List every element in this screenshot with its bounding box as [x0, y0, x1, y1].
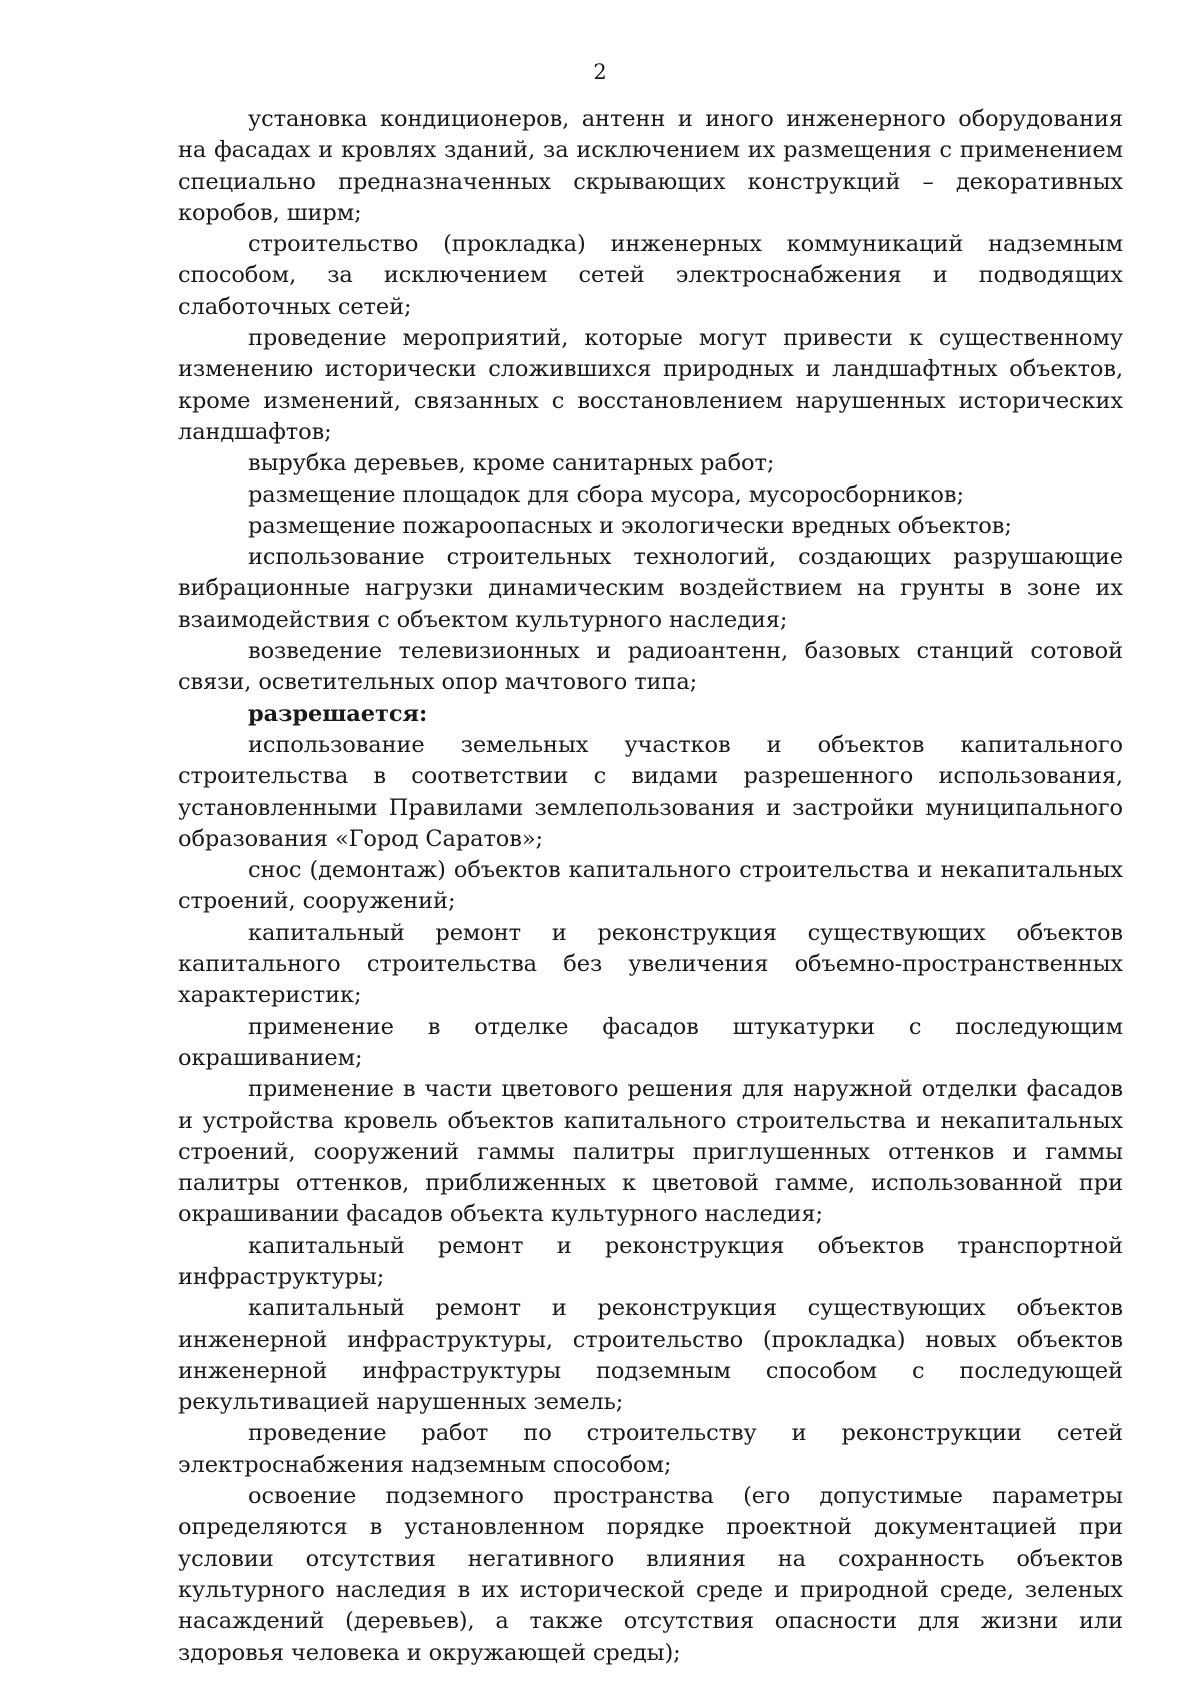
- paragraph-prohibited-overhead-utilities: строительство (прокладка) инженерных коммуникаций надземным способом, за исключением сетей электроснабжения и подводящих слаботочных сетей;: [178, 231, 1123, 320]
- paragraph-permitted-repair: капитальный ремонт и реконструкция существующих объектов капитального строительства без увеличения объемно-пространственных характеристик;: [178, 919, 1123, 1009]
- paragraph-permitted-land-use: использование земельных участков и объектов капитального строительства в соответствии с видами разрешенного использования, установленными Правилами землепользования и застройки муниципального образования «Город Саратов»;: [178, 731, 1123, 852]
- paragraph-prohibited-vibration-technologies: использование строительных технологий, создающих разрушающие вибрационные нагрузки динамическим воздействием на грунты в зоне их взаимодействия с объектом культурного наследия;: [178, 544, 1123, 633]
- section-heading-permitted: разрешается:: [248, 700, 428, 727]
- paragraph-permitted-transport-infrastructure: капитальный ремонт и реконструкция объектов транспортной инфраструктуры;: [178, 1232, 1123, 1290]
- document-body: [178, 104, 1123, 1669]
- paragraph-prohibited-hazardous-objects: размещение пожароопасных и экологически вредных объектов;: [248, 512, 1012, 539]
- paragraph-permitted-demolition: снос (демонтаж) объектов капитального строительства и некапитальных строений, сооружений;: [178, 857, 1123, 915]
- paragraph-permitted-power-networks: проведение работ по строительству и реконструкции сетей электроснабжения надземным способом;: [178, 1420, 1123, 1478]
- paragraph-permitted-plaster: применение в отделке фасадов штукатурки с последующим окрашиванием;: [178, 1013, 1123, 1071]
- paragraph-permitted-color-palette: применение в части цветового решения для наружной отделки фасадов и устройства кровель объектов капитального строительства и некапитальных строений, сооружений гаммы палитры приглушенных оттенков и гаммы палитры оттенков, приближенных к цветовой гамме, использованной при окрашивании фасадов объекта культурного наследия;: [178, 1076, 1123, 1228]
- paragraph-permitted-underground-space: освоение подземного пространства (его допустимые параметры определяются в установленном порядке проектной документацией при условии отсутствия негативного влияния на сохранность объектов культурного наследия в их исторической среде и природной среде, зеленых насаждений (деревьев), а также отсутствия опасности для жизни или здоровья человека и окружающей среды);: [178, 1483, 1123, 1666]
- paragraph-prohibited-antennas: возведение телевизионных и радиоантенн, базовых станций сотовой связи, осветительных опор мачтового типа;: [178, 638, 1123, 696]
- page-number: 2: [593, 60, 607, 84]
- paragraph-prohibited-waste-sites: размещение площадок для сбора мусора, мусоросборников;: [248, 481, 964, 508]
- paragraph-prohibited-landscape-change: проведение мероприятий, которые могут привести к существенному изменению исторически сложившихся природных и ландшафтных объектов, кроме изменений, связанных с восстановлением нарушенных исторических ландшафтов;: [178, 325, 1123, 445]
- paragraph-prohibited-tree-felling: вырубка деревьев, кроме санитарных работ;: [248, 450, 775, 477]
- paragraph-permitted-engineering-infrastructure: капитальный ремонт и реконструкция существующих объектов инженерной инфраструктуры, строительство (прокладка) новых объектов инженерной инфраструктуры подземным способом с последующей рекультивацией нарушенных земель;: [178, 1295, 1123, 1416]
- paragraph-prohibited-ac-installation: установка кондиционеров, антенн и иного инженерного оборудования на фасадах и кровлях зданий, за исключением их размещения с применением специально предназначенных скрывающих конструкций – декоративных коробов, ширм;: [178, 106, 1123, 226]
